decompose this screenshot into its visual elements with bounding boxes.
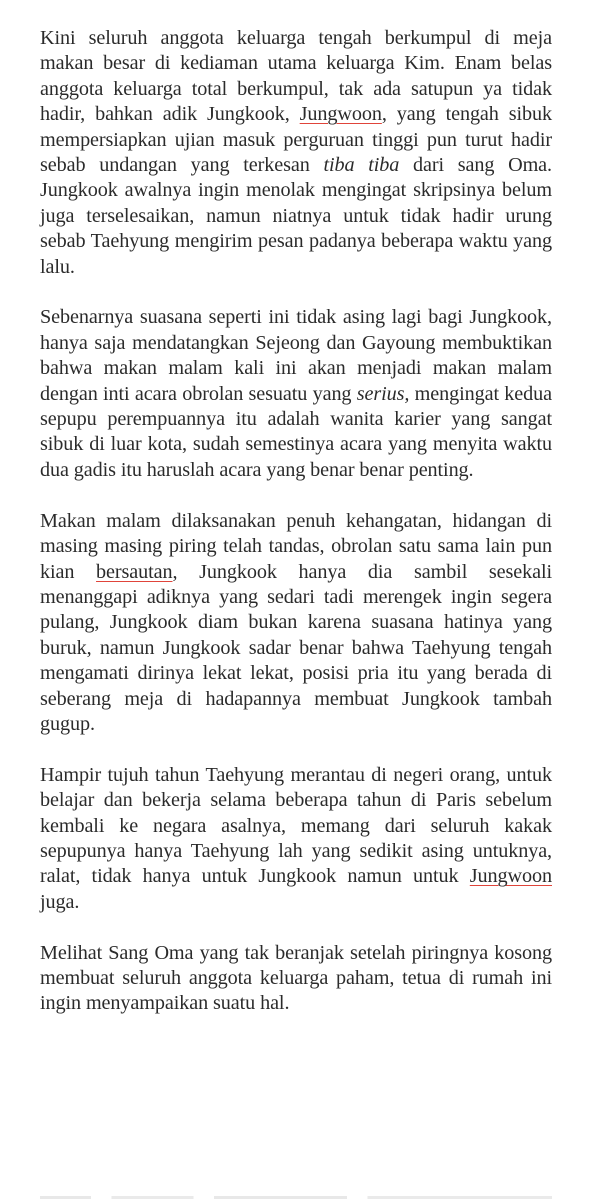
italic-text: serius, [356, 382, 410, 405]
text-run: Hampir tujuh tahun Taehyung merantau di negeri orang, untuk belajar dan bekerja selama beberapa tahun di Paris sebelum kembali ke negara asalnya, memang dari seluruh kakak sepupunya hanya Taehyung lah yang sedikit asing untuknya, ralat, tidak hanya untuk Jungkook namun untuk [40, 763, 552, 888]
paragraph-3 [40, 509, 552, 738]
paragraph-5 [40, 941, 552, 1017]
paragraph-1 [40, 26, 552, 280]
text-run: mengingat kedua sepupu perempuannya itu adalah wanita karier yang sangat sibuk di luar kota, sudah semestinya acara yang menyita waktu dua gadis itu haruslah acara yang benar benar penting. [40, 382, 552, 481]
text-run: Melihat Sang Oma yang tak beranjak setelah piringnya kosong membuat seluruh anggota keluarga paham, tetua di rumah ini ingin menyampaikan suatu hal. [40, 941, 552, 1015]
misspelled-word-jungwoon: Jungwoon [469, 865, 552, 888]
document-body [40, 26, 552, 1042]
misspelled-word-bersautan: bersautan [96, 560, 173, 583]
cropped-next-line [40, 1188, 552, 1200]
text-run: Sebenarnya suasana seperti ini tidak asing lagi bagi Jungkook, hanya saja mendatangkan Sejeong dan Gayoung membuktikan bahwa makan malam kali ini akan menjadi makan malam dengan inti acara obrolan sesuatu yang [40, 306, 552, 405]
text-run: Makan malam dilaksanakan penuh kehangatan, hidangan di masing masing piring telah tandas, obrolan satu sama lain pun kian [40, 509, 552, 583]
text-run: juga. [40, 890, 80, 913]
paragraph-4 [40, 763, 552, 915]
text-run: , Jungkook hanya dia sambil sesekali menanggapi adiknya yang sedari tadi merengek ingin segera pulang, Jungkook diam bukan karena suasana hatinya yang buruk, namun Jungkook sadar benar bahwa Taehyung tengah mengamati dirinya lekat lekat, posisi pria itu yang berada di seberang meja di hadapannya membuat Jungkook tambah gugup. [40, 560, 552, 735]
text-run: dari sang Oma. Jungkook awalnya ingin menolak mengingat skripsinya belum juga terselesaikan, namun niatnya untuk tidak hadir urung sebab Taehyung mengirim pesan padanya beberapa waktu yang lalu. [40, 154, 552, 278]
misspelled-word-jungwoon: Jungwoon [299, 103, 382, 126]
text-run: Kini seluruh anggota keluarga tengah berkumpul di meja makan besar di kediaman utama keluarga Kim. Enam belas anggota keluarga total berkumpul, tak ada satupun ya tidak hadir, bahkan adik Jungkook, [40, 27, 552, 126]
paragraph-2 [40, 305, 552, 483]
italic-text: tiba tiba [323, 154, 400, 177]
text-run: , yang tengah sibuk mempersiapkan ujian masuk perguruan tinggi pun turut hadir sebab undangan yang terkesan [40, 103, 552, 177]
